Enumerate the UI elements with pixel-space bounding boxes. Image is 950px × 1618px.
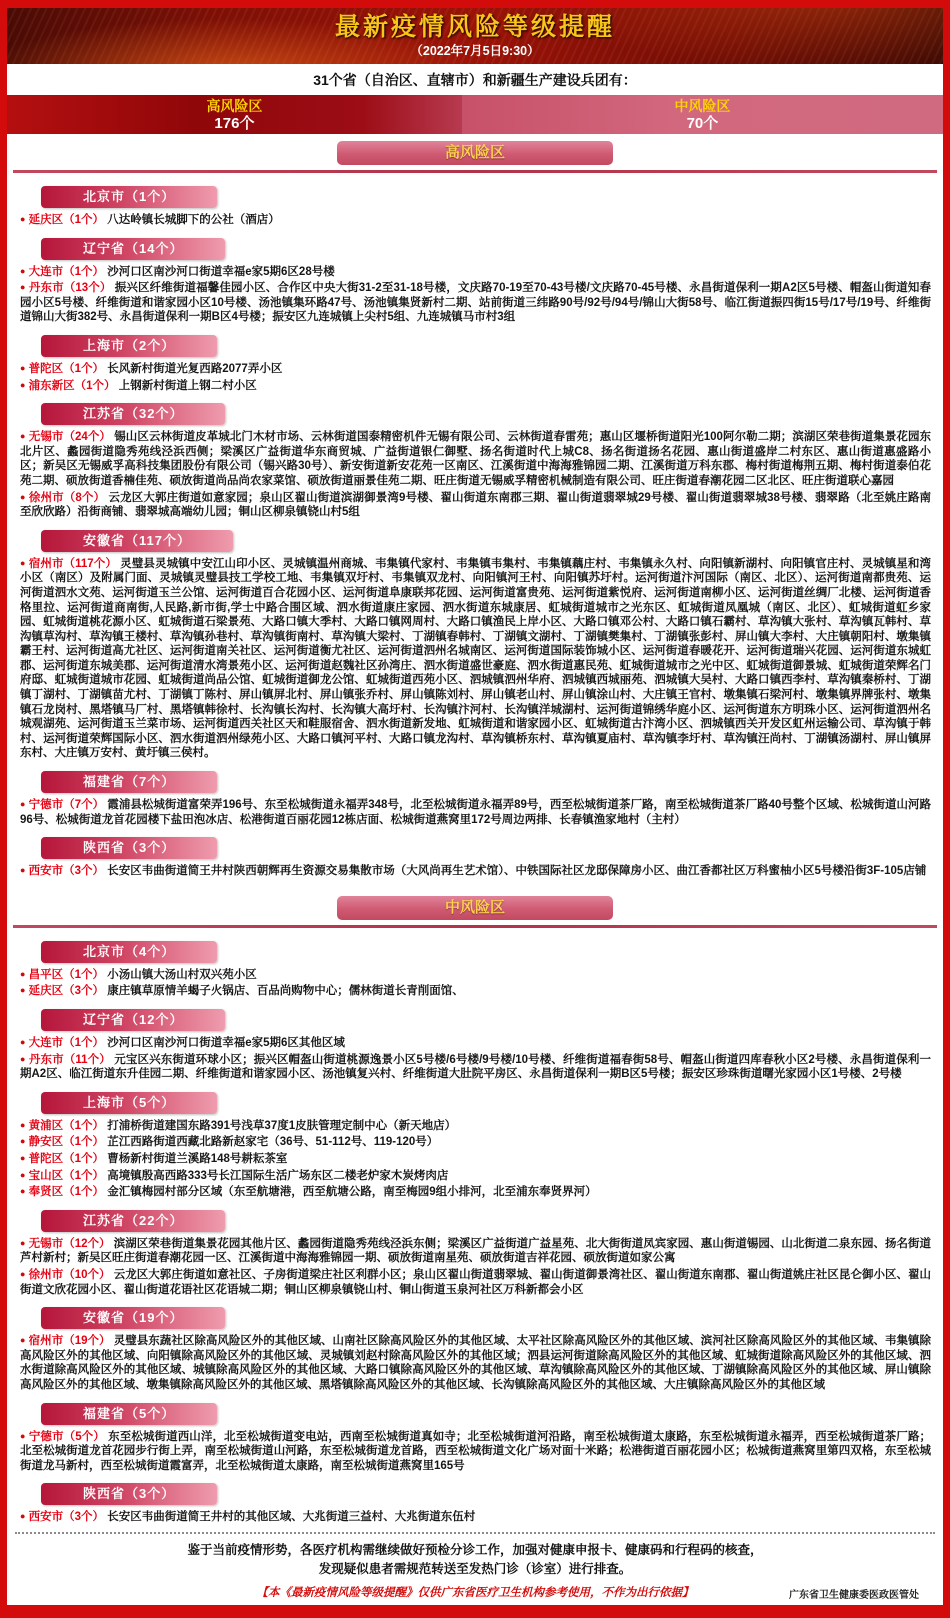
province-label: 北京市（4个） bbox=[41, 941, 217, 963]
province-block bbox=[7, 1474, 943, 1526]
footer-advice-line-2: 发现疑似患者需规范转送至发热门诊（诊室）进行排查。 bbox=[318, 1561, 632, 1576]
bullet-dot-icon: ● bbox=[20, 1053, 26, 1064]
province-block bbox=[7, 394, 943, 521]
province-label: 上海市（2个） bbox=[41, 335, 217, 357]
bullet-dot-icon: ● bbox=[20, 865, 26, 876]
risk-item bbox=[7, 1035, 943, 1052]
footer-disclaimer: 【本《最新疫情风险等级提醒》仅供广东省医疗卫生机构参考使用，不作为出行依据】 bbox=[256, 1584, 694, 1599]
area-list-text: 长风新村街道光复西路2077弄小区 bbox=[107, 362, 283, 375]
area-list-text: 元宝区兴东街道环球小区；振兴区帽盔山街道桃源逸景小区5号楼/6号楼/9号楼/10号楼、纤维街道福春街58号、帽盔山街道四库春秋小区2号楼、永昌街道保利一期A2区、临江街道东升佳园二期、纤维街道和谐家园小区、汤池镇复兴村、纤维街道大肚院平房区、永昌街道保利一期B区5号楼；振安区珍珠街道曙光家园小区1号楼、2号楼 bbox=[20, 1053, 932, 1081]
risk-item bbox=[7, 556, 943, 762]
district-name: 徐州市（8个） bbox=[28, 491, 106, 504]
area-list-text: 康庄镇草原情羊蝎子火锅店、百品尚购物中心；儒林街道长青削面馆、 bbox=[107, 985, 464, 998]
area-list-text: 锡山区云林街道皮革城北门木材市场、云林街道国泰精密机件无锡有限公司、云林街道春雷苑；惠山区堰桥街道阳光100阿尔勒二期；滨湖区荣巷街道集景花园东北片区、蠡园街道隐秀苑线泾浜西侧；梁溪区广益街道华东商贸城、广益街道银仁御墅、扬名街道时代上城C8、扬名街道扬名花园、惠山街道盛岸二村东区、惠山街道惠盛路小区；新吴区无锡威孚高科技集团股份有限公司（锡兴路30号）、新安街道新安花苑一区南区、江溪街道中海海雅锦园二期、江溪街道万科东郡、梅村街道梅荆五期、梅村街道泰伯花苑二期、硕放街道香楠佳苑、硕放街道尚品尚农家菜馆、硕放街道丽景佳苑二期、旺庄街道无锡威孚精密机械制造有限公司、旺庄街道春潮花园二区北区、旺庄街道联心嘉园 bbox=[20, 431, 932, 487]
area-list-text: 曹杨新村街道兰溪路148号耕耘茶室 bbox=[107, 1152, 288, 1165]
high-risk-summary bbox=[7, 95, 462, 134]
bullet-dot-icon: ● bbox=[20, 1169, 26, 1180]
district-name: 静安区（1个） bbox=[28, 1136, 105, 1149]
risk-item bbox=[7, 1267, 943, 1298]
area-list-text: 上钢新村街道上钢二村小区 bbox=[118, 379, 257, 392]
section-divider bbox=[13, 170, 937, 173]
risk-item bbox=[7, 1333, 943, 1393]
risk-item bbox=[7, 361, 943, 378]
bullet-dot-icon: ● bbox=[20, 1268, 26, 1279]
province-label: 江苏省（32个） bbox=[41, 403, 225, 425]
header-banner bbox=[7, 8, 943, 64]
bullet-dot-icon: ● bbox=[20, 431, 26, 442]
province-label: 福建省（7个） bbox=[41, 771, 217, 793]
province-label: 福建省（5个） bbox=[41, 1403, 217, 1425]
province-block bbox=[7, 1083, 943, 1201]
district-name: 丹东市（13个） bbox=[28, 282, 112, 295]
risk-item bbox=[7, 983, 943, 1000]
risk-summary-bar bbox=[7, 95, 943, 134]
province-label: 辽宁省（12个） bbox=[41, 1009, 225, 1031]
district-name: 大连市（1个） bbox=[28, 265, 105, 278]
bullet-dot-icon: ● bbox=[20, 1037, 26, 1047]
risk-item bbox=[7, 1052, 943, 1083]
district-name: 西安市（3个） bbox=[28, 1511, 105, 1524]
risk-item bbox=[7, 1151, 943, 1168]
province-label: 安徽省（117个） bbox=[41, 530, 233, 552]
province-label: 安徽省（19个） bbox=[41, 1307, 225, 1329]
risk-item bbox=[7, 863, 943, 880]
bullet-dot-icon: ● bbox=[20, 1152, 26, 1163]
page-title: 最新疫情风险等级提醒 bbox=[334, 13, 615, 41]
district-name: 普陀区（1个） bbox=[28, 362, 105, 375]
district-name: 延庆区（1个） bbox=[28, 214, 105, 226]
area-list-text: 滨湖区荣巷街道集景花园其他片区、蠡园街道隐秀苑线泾浜东侧；梁溪区广益街道广益星苑、北大街街道凤宾家园、惠山街道锡园、山北街道二泉东园、扬名街道芦村新村；新吴区旺庄街道春潮花园一区、江溪街道中海海雅锦园一期、硕放街道南星苑、硕放街道吉祥花园、硕放街道如家公寓 bbox=[20, 1237, 932, 1265]
bullet-dot-icon: ● bbox=[20, 282, 26, 293]
risk-item bbox=[7, 429, 943, 489]
bullet-dot-icon: ● bbox=[20, 985, 26, 996]
province-block bbox=[7, 521, 943, 762]
province-block bbox=[7, 828, 943, 880]
bullet-dot-icon: ● bbox=[20, 362, 26, 373]
bullet-dot-icon: ● bbox=[20, 214, 26, 224]
risk-item bbox=[7, 1236, 943, 1267]
province-block bbox=[7, 229, 943, 326]
area-list-text: 长安区韦曲街道简王井村陕西朝辉再生资源交易集散市场（大风尚再生艺术馆）、中铁国际社区龙邸保障房小区、曲江香都社区万科蜜柚小区5号楼沿街3F-105店铺 bbox=[107, 865, 927, 878]
area-list-text: 振兴区纤维街道福馨佳园小区、合作区中央大街31-2至31-18号楼，文庆路70-19至70-43号楼/文庆路70-45号楼、永昌街道保利一期A2区5号楼、帽盔山街道知春园小区5号楼、纤维街道和谐家园小区10号楼、汤池镇集环路47号、汤池镇集贤新村二期、站前街道三纬路90号/92号/94号/锦山大街58号、临江街道振四街15号/17号/19号、纤维街道锦山大街382号、永昌街道保利一期B区4号楼；振安区九连城镇上尖村5组、九连城镇马市村3组 bbox=[20, 282, 932, 324]
bullet-dot-icon: ● bbox=[20, 557, 26, 568]
district-name: 延庆区（3个） bbox=[28, 985, 105, 998]
medium-risk-summary bbox=[462, 95, 943, 134]
district-name: 大连市（1个） bbox=[28, 1037, 105, 1049]
province-block bbox=[7, 1394, 943, 1475]
area-list-text: 灵璧县东蔬社区除高风险区外的其他区域、山南社区除高风险区外的其他区域、太平社区除高风险区外的其他区域、滨河社区除高风险区外的其他区域、韦集镇除高风险区外的其他区域、向阳镇除高风险区外的其他区域、灵城镇刘赵村除高风险区外的其他区域；泗县运河街道除高风险区外的其他区域、虹城街道除高风险区外的其他区域、泗水街道除高风险区外的其他区域、城镇除高风险区外的其他区域、大路口镇除高风险区外的其他区域、草沟镇除高风险区外的其他区域、丁湖镇除高风险区外的其他区域、屏山镇除高风险区外的其他区域、墩集镇除高风险区外的其他区域、黑塔镇除高风险区外的其他区域、长沟镇除高风险区外的其他区域、大庄镇除高风险区外的其他区域 bbox=[20, 1335, 932, 1391]
risk-item bbox=[7, 1118, 943, 1135]
district-name: 无锡市（12个） bbox=[28, 1237, 111, 1250]
footer-issuer: 广东省卫生健康委医政医管处 bbox=[789, 1589, 919, 1601]
province-label: 陕西省（3个） bbox=[41, 1483, 217, 1505]
risk-sections bbox=[7, 134, 943, 1532]
risk-item bbox=[7, 264, 943, 281]
medium-risk-label: 中风险区 bbox=[674, 97, 731, 114]
bullet-dot-icon: ● bbox=[20, 491, 26, 502]
province-block bbox=[7, 932, 943, 1000]
bullet-dot-icon: ● bbox=[20, 1237, 26, 1248]
area-list-text: 小汤山镇大汤山村双兴苑小区 bbox=[107, 968, 257, 981]
high-risk-count: 176个 bbox=[214, 114, 255, 132]
risk-item bbox=[7, 967, 943, 984]
footer-bottom-row bbox=[19, 1583, 931, 1601]
district-name: 徐州市（10个） bbox=[28, 1268, 111, 1281]
risk-item bbox=[7, 1509, 943, 1526]
bullet-dot-icon: ● bbox=[20, 1335, 26, 1346]
header-date: （2022年7月5日9:30） bbox=[410, 44, 540, 58]
province-block bbox=[7, 326, 943, 394]
risk-section-medium bbox=[7, 896, 943, 1532]
area-list-text: 沙河口区南沙河口街道幸福e家5期6区28号楼 bbox=[107, 265, 335, 278]
area-list-text: 长安区韦曲街道简王井村的其他区域、大兆街道三益村、大兆街道东伍村 bbox=[107, 1511, 476, 1524]
area-list-text: 八达岭镇长城脚下的公社（酒店） bbox=[107, 214, 280, 226]
area-list-text: 金汇镇梅园村部分区域（东至航塘港，西至航塘公路，南至梅园9组小排河，北至浦东奉贤界河） bbox=[107, 1186, 597, 1199]
province-block bbox=[7, 1201, 943, 1298]
district-name: 宿州市（19个） bbox=[28, 1335, 111, 1348]
district-name: 宝山区（1个） bbox=[28, 1169, 105, 1182]
province-block bbox=[7, 177, 943, 229]
section-title-pill: 中风险区 bbox=[337, 896, 613, 920]
medium-risk-count: 70个 bbox=[686, 114, 719, 132]
bullet-dot-icon: ● bbox=[20, 968, 26, 979]
province-block bbox=[7, 762, 943, 828]
area-list-text: 沙河口区南沙河口街道幸福e家5期6区其他区域 bbox=[107, 1037, 345, 1049]
province-block bbox=[7, 1000, 943, 1083]
area-list-text: 灵璧县灵城镇中安江山印小区、灵城镇温州商城、韦集镇代家村、韦集镇韦集村、韦集镇藕庄村、韦集镇永久村、向阳镇新湖村、向阳镇官庄村、灵城镇星和湾小区（南区）及附属门面、灵城镇灵璧县技工学校工地、韦集镇双圩村、韦集镇双龙村、向阳镇河王村、向阳镇苏圩村。运河街道汴河国际（南区、北区）、运河街道南都贵苑、运河街道泗水文苑、运河街道玉兰公馆、运河街道百合花园小区、运河街道阜康联邦花园、运河街道富贵苑、运河街道紫悦府、运河街道南柳小区、运河街道丝绸厂北楼、运河街道香格里拉、运河街道商南街,人民路,新市街,学士中路合围区域、泗水街道康庄家园、泗水街道东城康居、虹城街道城市之光东区、虹城街道凤凰城（南区、北区）、虹城街道虹乡家园、虹城街道桃花源小区、虹城街道石梁景苑、大路口镇大季村、大路口镇网周村、大路口镇渔民上岸小区、大路口镇邓公村、大路口镇石霸村、草沟镇大张村、草沟镇瓦韩村、草沟镇草沟村、草沟镇王楼村、草沟镇孙巷村、草沟镇街南村、草沟镇大梁村、丁湖镇春韩村、丁湖镇文湖村、丁湖镇樊集村、丁湖镇张彭村、屏山镇大李村、大庄镇朝阳村、墩集镇霸王村、运河街道高尤社区、运河街道南关社区、运河街道衡尤社区、运河街道泗州名城南区、运河街道国际装饰城小区、运河街道春暖花开、运河街道瑞兴花园、运河街道东城虹郡、运河街道东城美郡、运河街道清水湾景苑小区、运河街道赵魏社区孙湾庄、泗水街道盛世豪庭、泗水街道惠民苑、虹城街道城市之光中区、虹城街道御景城、虹城街道荣辉名门府邸、虹城街道城市花园、虹城街道尚品公馆、虹城街道御龙公馆、虹城街道西苑小区、泗城镇泗州华府、泗城镇西城丽苑、泗城镇大吴村、大路口镇西李村、草沟镇秦桥村、丁湖镇丁湖村、丁湖镇苗尤村、丁湖镇丁陈村、屏山镇屏北村、屏山镇张乔村、屏山镇陈刘村、屏山镇老山村、屏山镇涂山村、大庄镇王官村、墩集镇石梁河村、墩集镇界牌张村、墩集镇石龙岗村、黑塔镇马厂村、黑塔镇韩徐村、长沟镇长沟村、长沟镇大高圩村、长沟镇汴河村、长沟镇洋城湖村、运河街道锦绣华庭小区、运河街道东方明珠小区、运河街道泗州名城观湖苑、运河街道玉兰菜市场、运河街道西关社区天和鞋服宿舍、泗水街道新发地、虹城街道和谐家园小区、虹城街道古汴湾小区、泗城镇西关开发区虹州运输公司、草沟镇于韩村、运河街道荣辉国际小区、泗水街道泗州绿苑小区、大路口镇河平村、大路口镇龙沟村、草沟镇桥东村、草沟镇夏庙村、草沟镇李圩村、草沟镇汪尚村、丁湖镇汤湖村、屏山镇屏东村、大庄镇万安村、黄圩镇三侯村。 bbox=[20, 557, 931, 760]
risk-item bbox=[7, 1429, 943, 1475]
province-label: 上海市（5个） bbox=[41, 1092, 217, 1114]
bullet-dot-icon: ● bbox=[20, 265, 26, 276]
district-name: 浦东新区（1个） bbox=[28, 379, 116, 392]
district-name: 丹东市（11个） bbox=[28, 1053, 111, 1066]
district-name: 普陀区（1个） bbox=[28, 1152, 105, 1165]
area-list-text: 东至松城街道西山洋，北至松城街道变电站，西南至松城街道真如寺；北至松城街道河沿路，南至松城街道太康路，东至松城街道永福弄，西至松城街道茶厂路；北至松城街道龙首花园步行街上弄，南至松城街道山河路，东至松城街道龙首路，西至松城街道文化广场对面十米路；松港街道百丽花园小区；松城街道燕窝里第四双格，东至松城街道龙马新村，西至松城街道霞富弄，北至松城街道太康路，南至松城街道燕窝里165号 bbox=[20, 1430, 931, 1472]
area-list-text: 霞浦县松城街道富荣弄196号、东至松城街道永福弄348号，北至松城街道永福弄89号，西至松城街道茶厂路，南至松城街道茶厂路40号整个区域、松城街道山河路96号、松城街道龙首花园楼下盐田泡冰店、松港街道百丽花园12栋店面、松城街道燕窝里172号周边两排、长春镇渔家地村（主村） bbox=[20, 799, 932, 826]
district-name: 奉贤区（1个） bbox=[28, 1186, 105, 1199]
province-label: 陕西省（3个） bbox=[41, 837, 217, 859]
bullet-dot-icon: ● bbox=[20, 1186, 26, 1197]
bullet-dot-icon: ● bbox=[20, 1119, 26, 1130]
risk-section-high bbox=[7, 141, 943, 886]
footer-advice-line-1: 鉴于当前疫情形势，各医疗机构需继续做好预检分诊工作，加强对健康申报卡、健康码和行程码的核查， bbox=[187, 1542, 763, 1557]
risk-item bbox=[7, 1134, 943, 1151]
area-list-text: 高境镇殷高西路333号长江国际生活广场东区二楼老炉家木炭烤肉店 bbox=[107, 1169, 449, 1182]
province-label: 北京市（1个） bbox=[41, 186, 217, 208]
district-name: 黄浦区（1个） bbox=[28, 1119, 105, 1132]
district-name: 宿州市（117个） bbox=[28, 557, 117, 570]
district-name: 宁德市（7个） bbox=[28, 799, 105, 812]
section-divider bbox=[13, 925, 937, 928]
area-list-text: 云龙区大郭庄街道如意家园；泉山区翟山街道滨湖御景湾9号楼、翟山街道东南郡三期、翟山街道翡翠城29号楼、翟山街道翡翠城38号楼、翡翠路（北至姚庄路南至欣欣路）沿街商铺、翡翠城高端幼儿园；铜山区柳泉镇铙山村5组 bbox=[20, 491, 931, 519]
province-label: 辽宁省（14个） bbox=[41, 238, 225, 260]
province-label: 江苏省（22个） bbox=[41, 1210, 225, 1232]
risk-item bbox=[7, 378, 943, 395]
area-list-text: 打浦桥街道建国东路391号浅草37度1皮肤管理定制中心（新天地店） bbox=[107, 1119, 457, 1132]
risk-item bbox=[7, 280, 943, 326]
bullet-dot-icon: ● bbox=[20, 1136, 26, 1147]
district-name: 昌平区（1个） bbox=[28, 968, 105, 981]
risk-item bbox=[7, 1184, 943, 1201]
bullet-dot-icon: ● bbox=[20, 799, 26, 810]
risk-item bbox=[7, 490, 943, 521]
footer bbox=[15, 1532, 935, 1605]
subtitle: 31个省（自治区、直辖市）和新疆生产建设兵团有： bbox=[313, 72, 637, 88]
high-risk-label: 高风险区 bbox=[206, 97, 263, 114]
bullet-dot-icon: ● bbox=[20, 1430, 26, 1441]
district-name: 无锡市（24个） bbox=[28, 431, 111, 444]
district-name: 宁德市（5个） bbox=[28, 1430, 105, 1443]
province-block bbox=[7, 1298, 943, 1393]
district-name: 西安市（3个） bbox=[28, 865, 105, 878]
bullet-dot-icon: ● bbox=[20, 1511, 26, 1522]
risk-item bbox=[7, 212, 943, 229]
bullet-dot-icon: ● bbox=[20, 379, 26, 390]
risk-item bbox=[7, 1168, 943, 1185]
area-list-text: 云龙区大郭庄街道如意社区、子房街道梁庄社区利群小区；泉山区翟山街道翡翠城、翟山街道御景湾社区、翟山街道东南郡、翟山街道姚庄社区昆仑御小区、翟山街道文欣花园小区、翟山街道花语社区花语城二期；铜山区柳泉镇铙山村、铜山街道玉泉河社区万科新都会小区 bbox=[20, 1268, 932, 1296]
section-title-pill: 高风险区 bbox=[337, 141, 613, 165]
risk-item bbox=[7, 797, 943, 828]
area-list-text: 芷江西路街道西藏北路新赵家宅（36号、51-112号、119-120号） bbox=[107, 1136, 439, 1149]
